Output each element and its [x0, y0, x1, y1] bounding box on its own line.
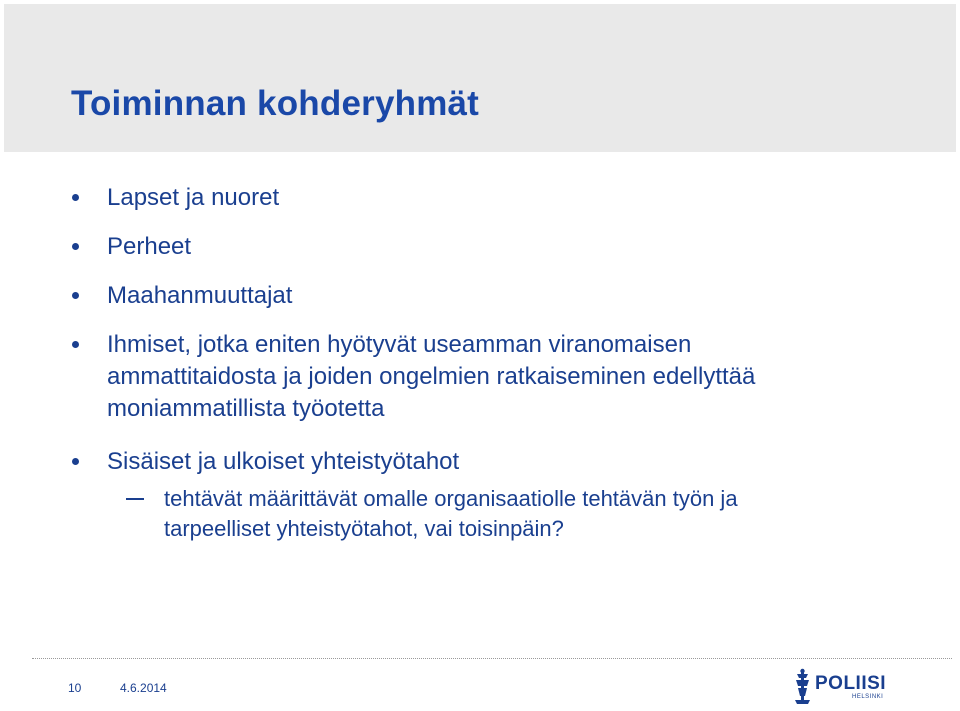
sub-bullet-text: tehtävät määrittävät omalle organisaatiolle tehtävän työn ja	[164, 486, 738, 511]
bullet-text: Sisäiset ja ulkoiset yhteistyötahot	[107, 448, 460, 475]
bullet-text: Maahanmuuttajat	[107, 282, 293, 309]
title-band	[4, 4, 956, 152]
bullet-text: Lapset ja nuoret	[107, 184, 280, 211]
bullet-text: Perheet	[107, 233, 192, 260]
bullet-dot-icon	[72, 194, 79, 201]
bullet-dot-icon	[72, 458, 79, 465]
slide-title: Toiminnan kohderyhmät	[71, 84, 480, 123]
logo-subtext: HELSINKI	[852, 694, 884, 700]
footer-date: 4.6.2014	[120, 681, 167, 695]
page-number: 10	[68, 681, 82, 695]
bullet-dot-icon	[72, 292, 79, 299]
dash-icon	[126, 498, 144, 500]
logo-text: POLIISI	[815, 673, 887, 694]
bullet-dot-icon	[72, 341, 79, 348]
bullet-text: ammattitaidosta ja joiden ongelmien ratkaiseminen edellyttää	[107, 363, 756, 390]
bullet-text: moniammatillista työotetta	[107, 395, 385, 422]
bullet-dot-icon	[72, 243, 79, 250]
sub-bullet-text: tarpeelliset yhteistyötahot, vai toisinpäin?	[164, 516, 564, 541]
bullet-text: Ihmiset, jotka eniten hyötyvät useamman viranomaisen	[107, 331, 692, 358]
footer-divider	[32, 658, 952, 659]
